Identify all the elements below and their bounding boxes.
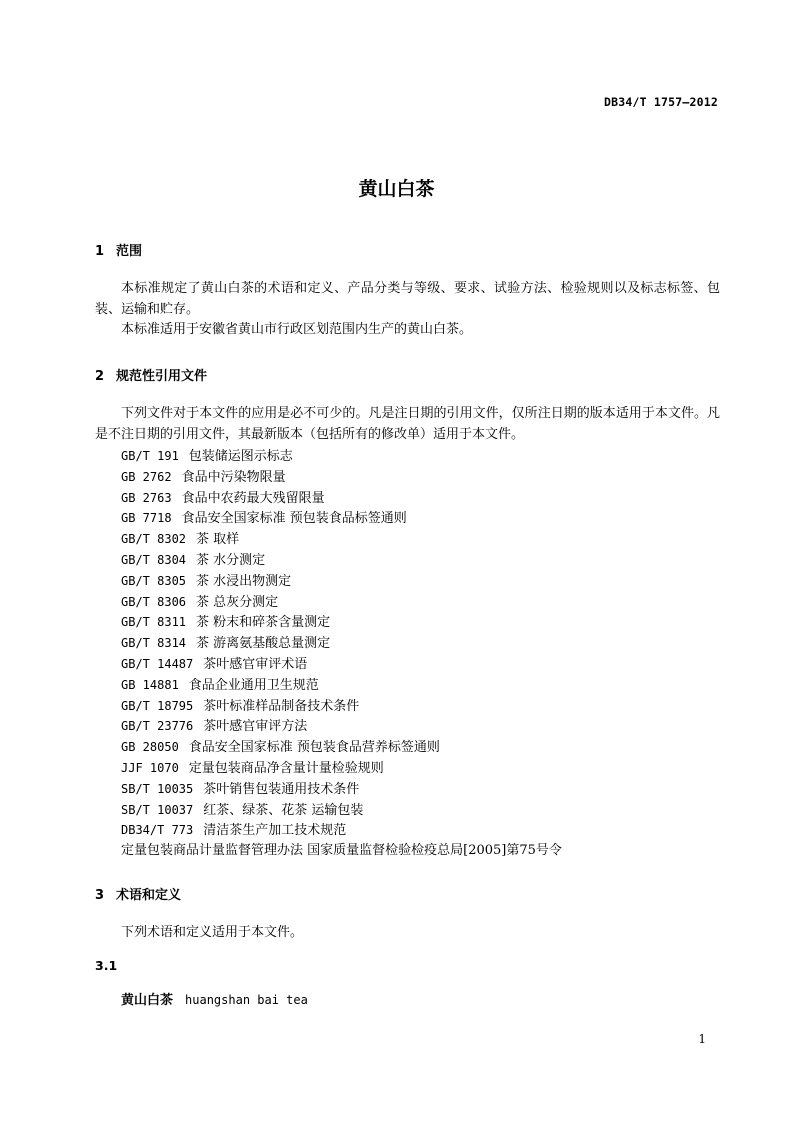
reference-list: [121, 446, 562, 862]
reference-code: GB/T 191: [121, 449, 179, 463]
reference-title: 定量包装商品计量监督管理办法 国家质量监督检验检疫总局[2005]第75号令: [121, 843, 562, 859]
reference-item: [121, 467, 562, 488]
section-2-title: 规范性引用文件: [116, 369, 208, 384]
section-1-paragraph-2: 本标准适用于安徽省黄山市行政区划范围内生产的黄山白茶。: [121, 322, 473, 337]
section-3-number: 3: [95, 888, 105, 903]
section-1-title: 范围: [116, 244, 143, 259]
reference-item: [121, 841, 562, 862]
section-3-heading: [95, 884, 181, 903]
reference-title: 茶 游离氨基酸总量测定: [196, 636, 331, 652]
reference-title: 茶 取样: [196, 532, 240, 548]
reference-item: [121, 758, 562, 779]
section-1-number: 1: [95, 244, 105, 259]
reference-title: 包装储运图示标志: [188, 449, 293, 464]
reference-title: 茶 粉末和碎茶含量测定: [196, 615, 331, 631]
reference-item: [121, 592, 562, 613]
reference-code: SB/T 10037: [121, 802, 194, 817]
reference-code: JJF 1070: [121, 760, 179, 775]
reference-title: 茶叶标准样品制备技术条件: [203, 698, 360, 714]
section-3-title: 术语和定义: [116, 888, 182, 903]
reference-item: [121, 654, 562, 675]
reference-code: GB/T 8314: [121, 636, 187, 651]
reference-item: [121, 529, 562, 550]
term-entry: [121, 989, 308, 1008]
reference-code: GB 7718: [121, 511, 172, 526]
reference-title: 茶叶感官审评术语: [203, 656, 308, 672]
reference-code: GB/T 8304: [121, 552, 187, 567]
reference-code: GB 2763: [121, 490, 172, 505]
reference-code: GB/T 8305: [121, 573, 187, 588]
reference-item: [121, 779, 562, 800]
reference-title: 茶叶感官审评方法: [203, 719, 308, 735]
reference-item: [121, 488, 562, 509]
document-title: 黄山白茶: [358, 178, 435, 200]
reference-title: 茶 水浸出物测定: [196, 573, 292, 589]
reference-code: DB34/T 773: [121, 823, 194, 838]
reference-item: [121, 675, 562, 696]
reference-code: GB/T 18795: [121, 698, 194, 713]
reference-item: [121, 800, 562, 821]
reference-title: 定量包装商品净含量计量检验规则: [188, 760, 384, 776]
reference-item: [121, 446, 562, 467]
reference-item: [121, 508, 562, 529]
reference-code: GB 2762: [121, 469, 172, 484]
section-2-heading: [95, 365, 207, 384]
reference-title: 食品中污染物限量: [181, 469, 286, 485]
section-3-intro: 下列术语和定义适用于本文件。: [121, 925, 304, 940]
reference-item: [121, 550, 562, 571]
reference-title: 食品企业通用卫生规范: [188, 677, 319, 693]
term-chinese: 黄山白茶: [121, 993, 174, 1008]
reference-title: 茶 总灰分测定: [196, 594, 279, 610]
reference-title: 红茶、绿茶、花茶 运输包装: [203, 802, 364, 818]
reference-code: SB/T 10035: [121, 781, 194, 796]
reference-item: [121, 716, 562, 737]
reference-code: GB/T 14487: [121, 656, 194, 671]
reference-item: [121, 571, 562, 592]
section-1-heading: [95, 240, 142, 259]
reference-title: 食品安全国家标准 预包装食品营养标签通则: [188, 740, 440, 756]
reference-code: GB/T 8302: [121, 532, 187, 547]
reference-title: 茶叶销售包装通用技术条件: [203, 781, 360, 797]
reference-item: [121, 633, 562, 654]
section-2-intro: 下列文件对于本文件的应用是必不可少的。凡是注日期的引用文件，仅所注日期的版本适用于本文件。凡是不注日期的引用文件，其最新版本（包括所有的修改单）适用于本文件。: [95, 406, 720, 442]
reference-item: [121, 612, 562, 633]
reference-code: GB 14881: [121, 677, 179, 692]
term-number: 3.1: [95, 958, 118, 973]
reference-item: [121, 820, 562, 841]
term-english: huangshan bai tea: [185, 993, 308, 1007]
reference-code: GB/T 8311: [121, 615, 187, 630]
reference-title: 食品安全国家标准 预包装食品标签通则: [181, 511, 407, 527]
reference-code: GB 28050: [121, 740, 179, 755]
reference-title: 食品中农药最大残留限量: [181, 490, 325, 506]
reference-code: GB/T 23776: [121, 719, 194, 734]
reference-item: [121, 737, 562, 758]
reference-title: 清洁茶生产加工技术规范: [203, 823, 347, 839]
reference-title: 茶 水分测定: [196, 552, 266, 568]
reference-code: GB/T 8306: [121, 594, 187, 609]
section-2-number: 2: [95, 369, 105, 384]
section-1-paragraph-1: 本标准规定了黄山白茶的术语和定义、产品分类与等级、要求、试验方法、检验规则以及标志标签、包装、运输和贮存。: [95, 281, 720, 317]
reference-item: [121, 696, 562, 717]
page-number: 1: [698, 1032, 706, 1046]
document-code: DB34/T 1757—2012: [604, 95, 718, 109]
